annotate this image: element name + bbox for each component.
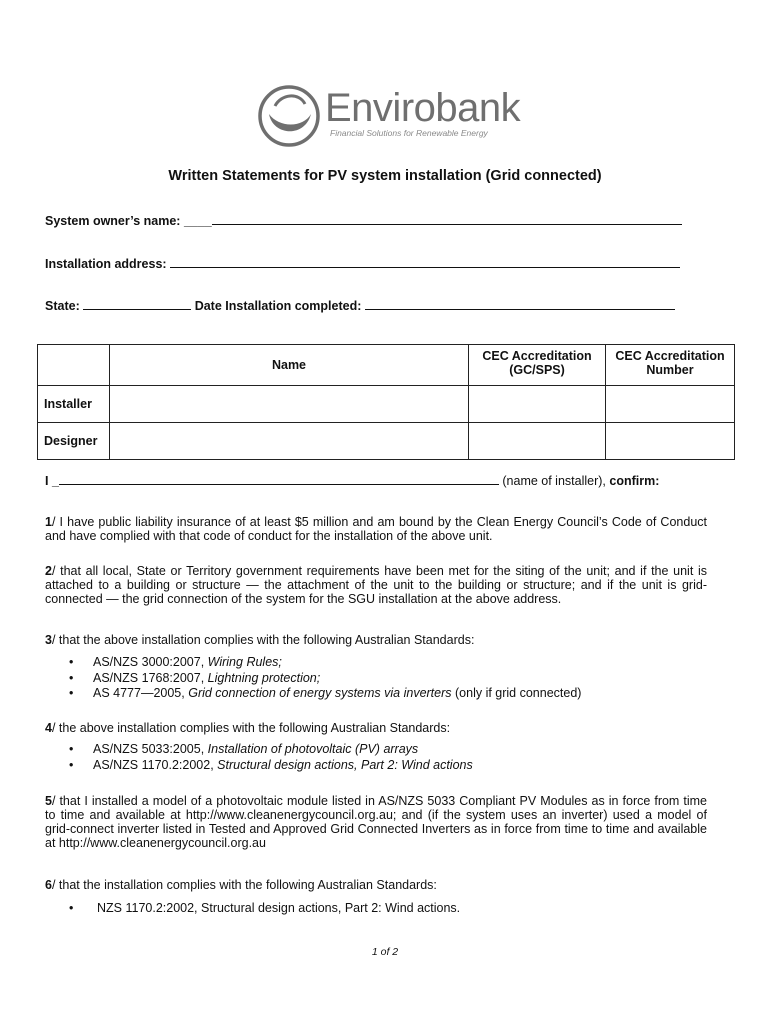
header-cec-gc-line2: (GC/SPS) — [509, 363, 565, 377]
list-item — [45, 655, 581, 671]
table-row — [38, 423, 735, 460]
statement-3-standards-list — [45, 655, 581, 702]
header-cec-number — [606, 345, 735, 386]
state-field[interactable] — [83, 297, 191, 310]
designer-name-cell[interactable] — [110, 423, 469, 460]
statement-1 — [45, 515, 707, 543]
statement-6-text: / that the installation complies with the following Australian Standards: — [51, 878, 437, 892]
standard-code: AS/NZS 1170.2:2002, — [93, 757, 218, 772]
bullet-icon: • — [69, 655, 74, 669]
standard-code: AS/NZS 3000:2007, — [93, 655, 208, 669]
header-cec-gc-sps — [469, 345, 606, 386]
standard-text: NZS 1170.2:2002, Structural design actions, Part 2: Wind actions. — [97, 901, 461, 915]
statement-4-text: / the above installation complies with the following Australian Standards: — [51, 721, 451, 735]
list-item — [45, 671, 581, 687]
bullet-icon: • — [69, 670, 74, 685]
header-cec-num-line2: Number — [646, 363, 694, 377]
statement-1-text: / I have public liability insurance of at least $5 million and am bound by the Clean Energy Council’s Code of Conduct and have complied with that code of conduct for the installation of the above unit. — [45, 515, 707, 543]
owner-name-prefix: ____ — [183, 214, 212, 228]
statement-3-number: 3 — [45, 633, 52, 647]
owner-name-row — [45, 212, 682, 228]
table-header-row — [38, 345, 735, 386]
statement-5-text: / that I installed a model of a photovoltaic module listed in AS/NZS 5033 Compliant PV Modules as in force from time to time and available at http://www.cleanenergycouncil.org.au; and (if the system uses an inverter) used a model of grid-connect inverter listed in Tested and Approved Grid Connected Inverters as in force from time to time and available at http://www.cleanenergycouncil.org.au — [45, 794, 707, 850]
statement-4-number: 4 — [45, 721, 52, 735]
owner-name-label: System owner’s name: — [45, 214, 181, 228]
statement-1-number: 1 — [45, 515, 52, 529]
confirm-prefix: I _ — [45, 474, 59, 488]
date-completed-field[interactable] — [365, 297, 675, 310]
page-title: Written Statements for PV system installation (Grid connected) — [168, 168, 602, 184]
standard-code: AS/NZS 5033:2005, — [93, 742, 208, 756]
bullet-icon: • — [69, 742, 74, 756]
state-date-row — [45, 297, 675, 313]
header-name: Name — [110, 345, 469, 386]
bullet-icon: • — [69, 901, 74, 915]
list-item — [45, 901, 460, 917]
owner-name-field[interactable] — [212, 212, 682, 225]
header-cec-num-line1: CEC Accreditation — [615, 349, 725, 363]
list-item — [45, 758, 473, 774]
standard-title: Lightning protection; — [207, 670, 321, 685]
statement-2-number: 2 — [45, 564, 52, 578]
installer-cec-gc-cell[interactable] — [469, 386, 606, 423]
installation-address-label: Installation address: — [45, 257, 167, 271]
list-item — [45, 686, 581, 702]
standard-code: AS/NZS 1768:2007, — [93, 670, 208, 685]
bullet-icon: • — [69, 686, 74, 700]
confirm-line — [45, 472, 659, 488]
date-completed-label: Date Installation completed: — [194, 299, 362, 313]
table-row — [38, 386, 735, 423]
installer-name-cell[interactable] — [110, 386, 469, 423]
designer-cec-number-cell[interactable] — [606, 423, 735, 460]
page-number: 1 of 2 — [371, 946, 399, 958]
installer-cec-number-cell[interactable] — [606, 386, 735, 423]
installer-name-field[interactable] — [59, 472, 499, 485]
standard-title: Structural design actions, Part 2: Wind actions — [217, 757, 473, 772]
logo-wordmark: Envirobank — [325, 86, 521, 130]
statement-6-number: 6 — [45, 878, 52, 892]
designer-cec-gc-cell[interactable] — [469, 423, 606, 460]
statement-3-text: / that the above installation complies with the following Australian Standards: — [51, 633, 475, 647]
statement-6 — [45, 878, 707, 892]
row-label-installer: Installer — [38, 386, 110, 423]
statement-6-standards-list — [45, 901, 460, 917]
statement-5-number: 5 — [45, 794, 52, 808]
bullet-icon: • — [69, 757, 74, 772]
statement-2-text: / that all local, State or Territory government requirements have been met for the siting of the unit; and if the unit is attached to a building or structure — the attachment of the unit to the building or structure; and if the unit is grid-connected — the grid connection of the system for the SGU installation at the above address. — [45, 564, 707, 606]
installation-address-row — [45, 255, 680, 271]
list-item — [45, 742, 473, 758]
state-label: State: — [45, 299, 80, 313]
standard-title: Wiring Rules; — [207, 655, 282, 669]
statement-5 — [45, 794, 707, 850]
statement-4 — [45, 721, 707, 735]
statement-2 — [45, 564, 707, 606]
confirm-bold: confirm: — [609, 474, 660, 488]
statement-4-standards-list — [45, 742, 473, 773]
accreditation-table — [37, 344, 735, 460]
table-corner-cell — [38, 345, 110, 386]
standard-code: AS 4777—2005, — [93, 686, 189, 700]
standard-title: Grid connection of energy systems via inverters — [188, 686, 452, 700]
statement-3 — [45, 633, 707, 647]
confirm-suffix: (name of installer), — [498, 474, 610, 488]
header-cec-gc-line1: CEC Accreditation — [482, 349, 592, 363]
installation-address-field[interactable] — [170, 255, 680, 268]
standard-note: (only if grid connected) — [451, 686, 582, 700]
logo-tagline: Financial Solutions for Renewable Energy — [330, 128, 488, 138]
row-label-designer: Designer — [38, 423, 110, 460]
standard-title: Installation of photovoltaic (PV) arrays — [207, 742, 419, 756]
